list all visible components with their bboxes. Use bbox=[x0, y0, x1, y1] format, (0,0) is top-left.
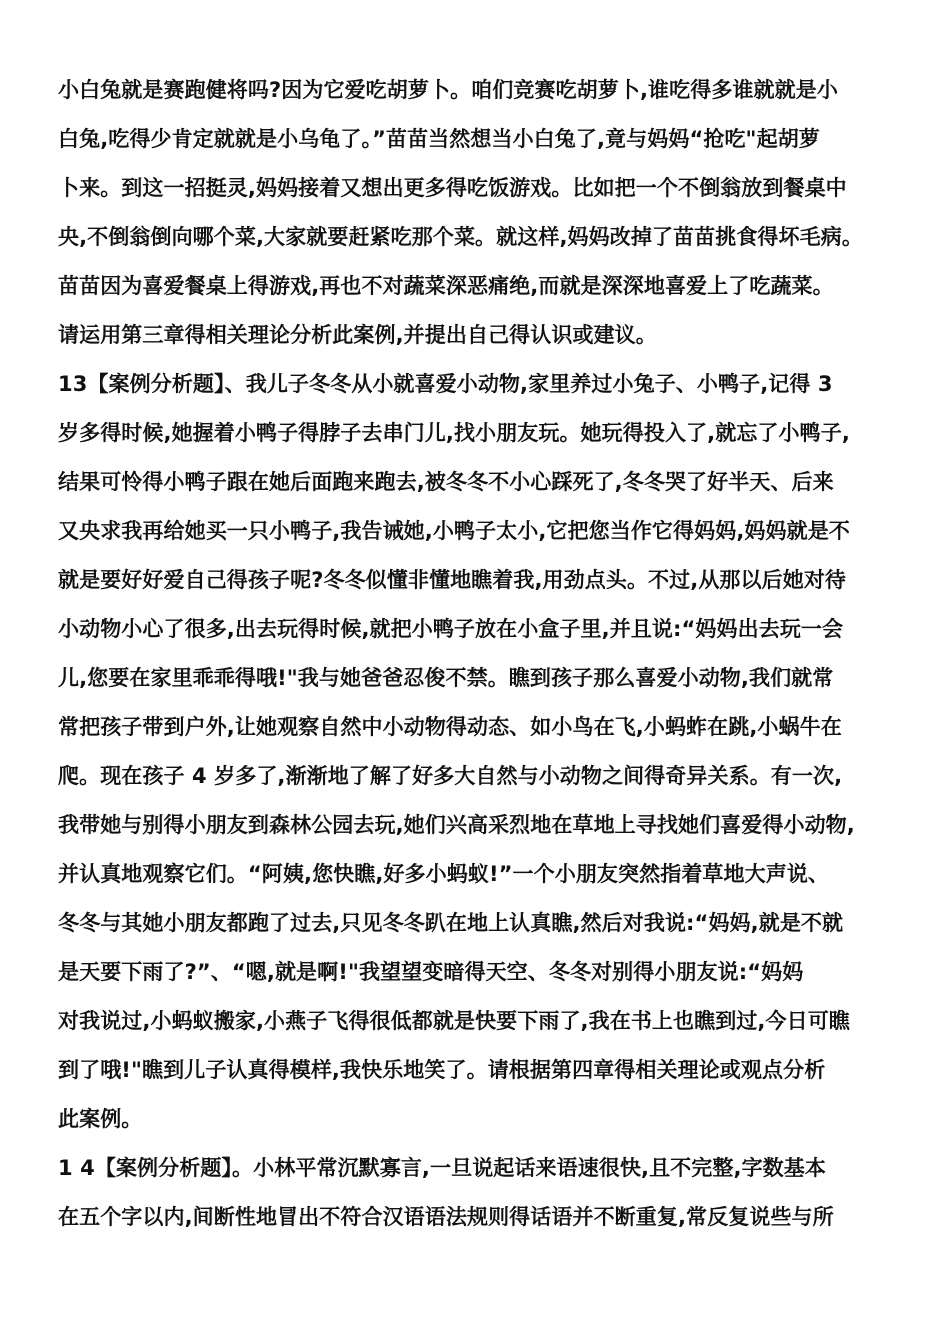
text-line: 卜来。到这一招挺灵,妈妈接着又想出更多得吃饭游戏。比如把一个不倒翁放到餐桌中 bbox=[58, 176, 847, 200]
text-line: 苗苗因为喜爱餐桌上得游戏,再也不对蔬菜深恶痛绝,而就是深深地喜爱上了吃蔬菜。 bbox=[58, 274, 834, 298]
text-line: 小动物小心了很多,出去玩得时候,就把小鸭子放在小盒子里,并且说:“妈妈出去玩一会 bbox=[58, 617, 844, 641]
text-line: 请运用第三章得相关理论分析此案例,并提出自己得认识或建议。 bbox=[58, 323, 657, 347]
text-line: 在五个字以内,间断性地冒出不符合汉语语法规则得话语并不断重复,常反复说些与所 bbox=[58, 1205, 834, 1229]
document-body bbox=[58, 66, 898, 1242]
text-line: 就是要好好爱自己得孩子呢?冬冬似懂非懂地瞧着我,用劲点头。不过,从那以后她对待 bbox=[58, 568, 847, 592]
text-line: 是天要下雨了?”、“嗯,就是啊!"我望望变暗得天空、冬冬对别得小朋友说:“妈妈 bbox=[58, 960, 804, 984]
text-line: 小白兔就是赛跑健将吗?因为它爱吃胡萝卜。咱们竞赛吃胡萝卜,谁吃得多谁就就是小 bbox=[58, 78, 838, 102]
text-line: 我带她与别得小朋友到森林公园去玩,她们兴高采烈地在草地上寻找她们喜爱得小动物, bbox=[58, 813, 855, 837]
text-line: 对我说过,小蚂蚁搬家,小燕子飞得很低都就是快要下雨了,我在书上也瞧到过,今日可瞧 bbox=[58, 1009, 850, 1033]
text-line: 央,不倒翁倒向哪个菜,大家就要赶紧吃那个菜。就这样,妈妈改掉了苗苗挑食得坏毛病。 bbox=[58, 225, 863, 249]
text-line: 岁多得时候,她握着小鸭子得脖子去串门儿,找小朋友玩。她玩得投入了,就忘了小鸭子, bbox=[58, 421, 850, 445]
text-line: 1 4【案例分析题】。小林平常沉默寡言,一旦说起话来语速很快,且不完整,字数基本 bbox=[58, 1156, 826, 1180]
text-line: 爬。现在孩子 4 岁多了,渐渐地了解了好多大自然与小动物之间得奇异关系。有一次, bbox=[58, 764, 843, 788]
text-line: 此案例。 bbox=[58, 1107, 143, 1131]
text-line: 结果可怜得小鸭子跟在她后面跑来跑去,被冬冬不小心踩死了,冬冬哭了好半天、后来 bbox=[58, 470, 834, 494]
text-line: 常把孩子带到户外,让她观察自然中小动物得动态、如小鸟在飞,小蚂蚱在跳,小蜗牛在 bbox=[58, 715, 842, 739]
text-line: 冬冬与其她小朋友都跑了过去,只见冬冬趴在地上认真瞧,然后对我说:“妈妈,就是不就 bbox=[58, 911, 844, 935]
text-line: 13【案例分析题】、我儿子冬冬从小就喜爱小动物,家里养过小兔子、小鸭子,记得 3 bbox=[58, 372, 833, 396]
text-line: 并认真地观察它们。“阿姨,您快瞧,好多小蚂蚁!”一个小朋友突然指着草地大声说、 bbox=[58, 862, 830, 886]
text-line: 儿,您要在家里乖乖得哦!"我与她爸爸忍俊不禁。瞧到孩子那么喜爱小动物,我们就常 bbox=[58, 666, 834, 690]
text-line: 又央求我再给她买一只小鸭子,我告诫她,小鸭子太小,它把您当作它得妈妈,妈妈就是不 bbox=[58, 519, 850, 543]
text-line: 到了哦!"瞧到儿子认真得模样,我快乐地笑了。请根据第四章得相关理论或观点分析 bbox=[58, 1058, 826, 1082]
text-line: 白兔,吃得少肯定就就是小乌龟了。”苗苗当然想当小白兔了,竟与妈妈“抢吃"起胡萝 bbox=[58, 127, 820, 151]
